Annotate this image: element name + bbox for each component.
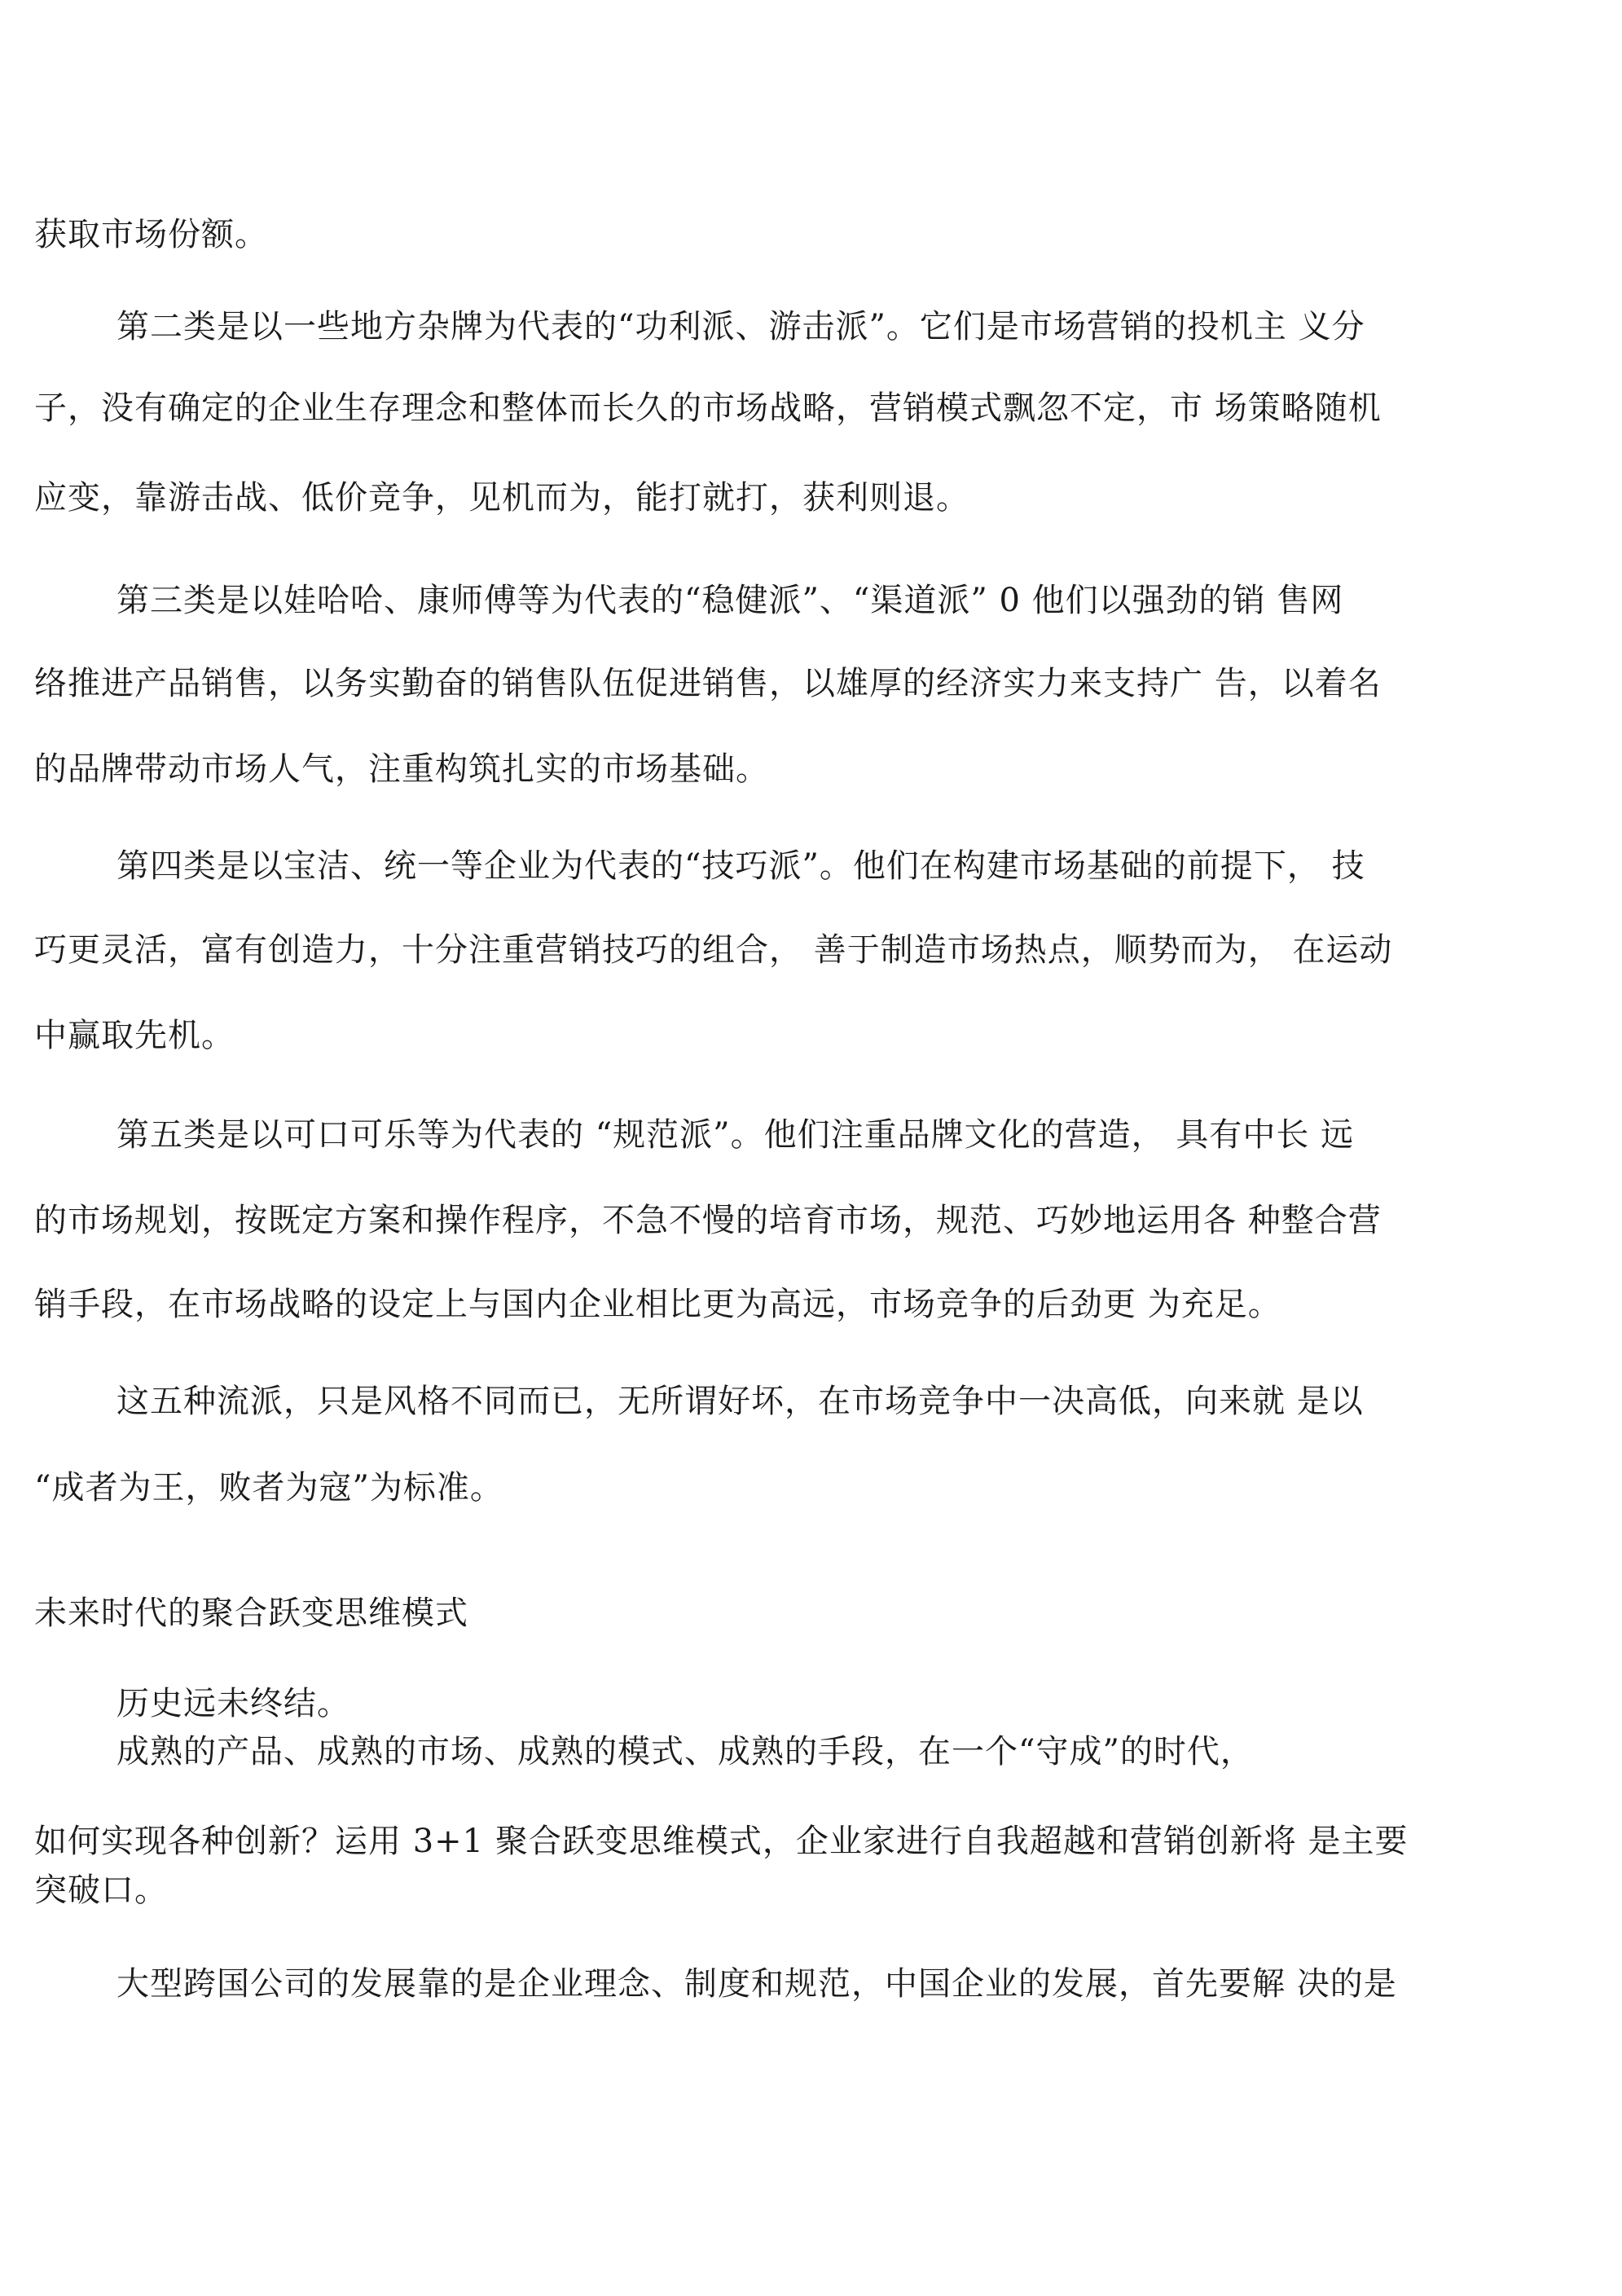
paragraph-3-line-3: 中赢取先机。 (34, 1017, 235, 1054)
paragraph-4-line-2: 的市场规划，按既定方案和操作程序，不急不慢的培育市场，规范、巧妙地运用各 种整合营 (34, 1202, 1382, 1239)
section-heading: 未来时代的聚合跃变思维模式 (34, 1594, 468, 1632)
paragraph-1-line-3: 应变，靠游击战、低价竞争，见机而为，能打就打，获利则退。 (34, 479, 969, 517)
paragraph-2-line-2: 络推进产品销售，以务实勤奋的销售队伍促进销售，以雄厚的经济实力来支持广 告，以着名 (34, 665, 1382, 702)
paragraph-5-line-1: 这五种流派，只是风格不同而已，无所谓好坏，在市场竞争中一决高低，向来就 是以 (116, 1383, 1364, 1420)
paragraph-1-line-1: 第二类是以一些地方杂牌为代表的“功利派、游击派”。它们是市场营销的投机主 义分 (116, 308, 1365, 345)
paragraph-7-line-3: 突破口。 (34, 1872, 168, 1909)
paragraph-3-line-2: 巧更灵活，富有创造力，十分注重营销技巧的组合， 善于制造市场热点，顺势而为， 在运动 (34, 931, 1393, 969)
paragraph-7-line-2: 如何实现各种创新？运用 3+1 聚合跃变思维模式，企业家进行自我超越和营销创新将 是主要 (34, 1823, 1409, 1860)
paragraph-4-line-3: 销手段，在市场战略的设定上与国内企业相比更为高远，市场竞争的后劲更 为充足。 (34, 1286, 1281, 1323)
paragraph-8-line-1: 大型跨国公司的发展靠的是企业理念、制度和规范，中国企业的发展，首先要解 决的是 (116, 1965, 1397, 2003)
paragraph-3-line-1: 第四类是以宝洁、统一等企业为代表的“技巧派”。他们在构建市场基础的前提下， 技 (116, 847, 1365, 885)
paragraph-6-line-1: 历史远未终结。 (116, 1685, 350, 1722)
paragraph-2-line-1: 第三类是以娃哈哈、康师傅等为代表的“稳健派”、“渠道派” 0 他们以强劲的销 售网 (116, 582, 1344, 619)
paragraph-5-line-2: “成者为王，败者为寇”为标准。 (34, 1469, 503, 1506)
paragraph-0-line-1: 获取市场份额。 (34, 216, 268, 253)
paragraph-7-line-1: 成熟的产品、成熟的市场、成熟的模式、成熟的手段，在一个“守成”的时代， (116, 1733, 1254, 1770)
paragraph-4-line-1: 第五类是以可口可乐等为代表的 “规范派”。他们注重品牌文化的营造， 具有中长 远 (116, 1116, 1355, 1154)
paragraph-1-line-2: 子，没有确定的企业生存理念和整体而长久的市场战略，营销模式飘忽不定，市 场策略随机 (34, 389, 1382, 427)
paragraph-2-line-3: 的品牌带动市场人气，注重构筑扎实的市场基础。 (34, 750, 769, 788)
